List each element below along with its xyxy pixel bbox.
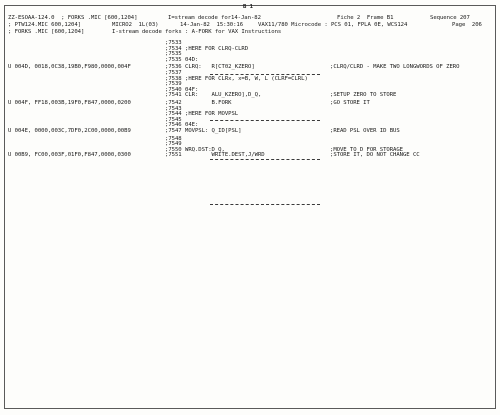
listing-sequence-number: ;7551 bbox=[165, 152, 182, 159]
listing-comment: ;GO STORE IT bbox=[330, 100, 370, 106]
listing-sequence-number: ;7544 bbox=[165, 111, 182, 118]
listing-code: ;HERE FOR CLRQ-CLRD bbox=[185, 45, 249, 52]
listing-sequence-number: ;7541 bbox=[165, 92, 182, 99]
listing-comment: ;READ PSL OVER ID BUS bbox=[330, 128, 400, 134]
separator-line bbox=[210, 204, 320, 205]
listing-sequence-number: ;7535 bbox=[165, 51, 182, 58]
header-micro-version: MICRO2 1L(03) bbox=[112, 22, 159, 28]
listing-code: 04F: bbox=[185, 86, 199, 93]
header-fiche: Fiche 2 Frame B1 bbox=[337, 15, 394, 21]
listing-sequence-number: ;7534 bbox=[165, 45, 182, 52]
listing-sequence-number: ;7539 bbox=[165, 81, 182, 88]
listing-comment: ;MOVE TO D FOR STORAGE bbox=[330, 146, 403, 153]
listing-sequence-number: ;7550 bbox=[165, 146, 182, 153]
header-page-number: Page 206 bbox=[452, 22, 482, 28]
separator-line bbox=[210, 159, 320, 160]
listing-sequence-number: ;7540 bbox=[165, 86, 182, 93]
header-date: 14-Jan-82 15:30:16 bbox=[180, 22, 244, 28]
header-file-id: ZZ-ESOAA-124.0 ; FORKS .MIC [600,1204] bbox=[8, 15, 138, 21]
listing-address: U 004E, 0000,003C,7DF0,2C00,0000,00B9 bbox=[8, 128, 131, 134]
listing-comment: ;STORE IT, DO NOT CHANGE CC bbox=[330, 152, 420, 159]
listing-comment: ;CLRQ/CLRD - MAKE TWO LONGWORDS OF ZERO bbox=[330, 64, 460, 71]
listing-code: MOVPSL: Q_ID[PSL] bbox=[185, 128, 242, 134]
header-stream-title: I=stream decode for14-Jan-82 bbox=[168, 15, 261, 21]
listing-address: U 004F, FF18,003B,19F0,F847,0000,0200 bbox=[8, 100, 131, 106]
listing-sequence-number: ;7537 bbox=[165, 70, 182, 76]
listing-code: WRQ.DST:D_Q, bbox=[185, 146, 225, 153]
listing-code: 04D: bbox=[185, 56, 199, 63]
listing-address: U 004D, 0018,0C38,19B0,F980,0000,004F bbox=[8, 64, 131, 71]
listing-sequence-number: ;7533 bbox=[165, 40, 182, 46]
listing-sequence-number: ;7545 bbox=[165, 116, 182, 123]
header-source-file: ; PTW124.MIC 600,1204] bbox=[8, 22, 81, 28]
header-forks-file: ; FORKS .MIC [600,1204] bbox=[8, 29, 85, 35]
header-sequence: Sequence 207 bbox=[430, 15, 470, 21]
header-section-title: I-stream decode forks : A-FORK for VAX Instructions bbox=[112, 29, 282, 35]
listing-sequence-number: ;7543 bbox=[165, 105, 182, 112]
header-vax-microcode: VAX11/780 Microcode : PCS 01, FPLA 0E, WCS124 bbox=[258, 22, 408, 28]
listing-sequence-number: ;7549 bbox=[165, 141, 182, 148]
listing-code: ;HERE FOR MOVPSL bbox=[185, 111, 239, 118]
separator-line bbox=[210, 74, 320, 75]
listing-sequence-number: ;7535 bbox=[165, 56, 182, 63]
listing-sequence-number: ;7538 bbox=[165, 75, 182, 82]
listing-code: 04E: bbox=[185, 122, 199, 129]
listing-sequence-number: ;7542 bbox=[165, 100, 182, 106]
listing-code: CLRQ: R[CT02_KZERO] bbox=[185, 64, 255, 71]
listing-sequence-number: ;7536 bbox=[165, 64, 182, 71]
listing-comment: ;SETUP ZERO TO STORE bbox=[330, 92, 397, 99]
listing-sequence-number: ;7547 bbox=[165, 128, 182, 134]
listing-sequence-number: ;7546 bbox=[165, 122, 182, 129]
listing-code: ;HERE FOR CLRx, x=B, W, L (CLRF=CLRL) bbox=[185, 75, 308, 82]
listing-code: CLR: ALU_KZERO],D_Q, bbox=[185, 92, 262, 99]
page-marker: B 1 bbox=[243, 4, 253, 10]
listing-sequence-number: ;7548 bbox=[165, 135, 182, 142]
listing-address: U 00B9, FC00,003F,01F0,F847,0000,0300 bbox=[8, 152, 131, 159]
separator-line bbox=[210, 120, 320, 121]
listing-code: WRITE.DEST,J/WRD bbox=[185, 152, 265, 159]
listing-code: B.FORK bbox=[185, 100, 232, 106]
